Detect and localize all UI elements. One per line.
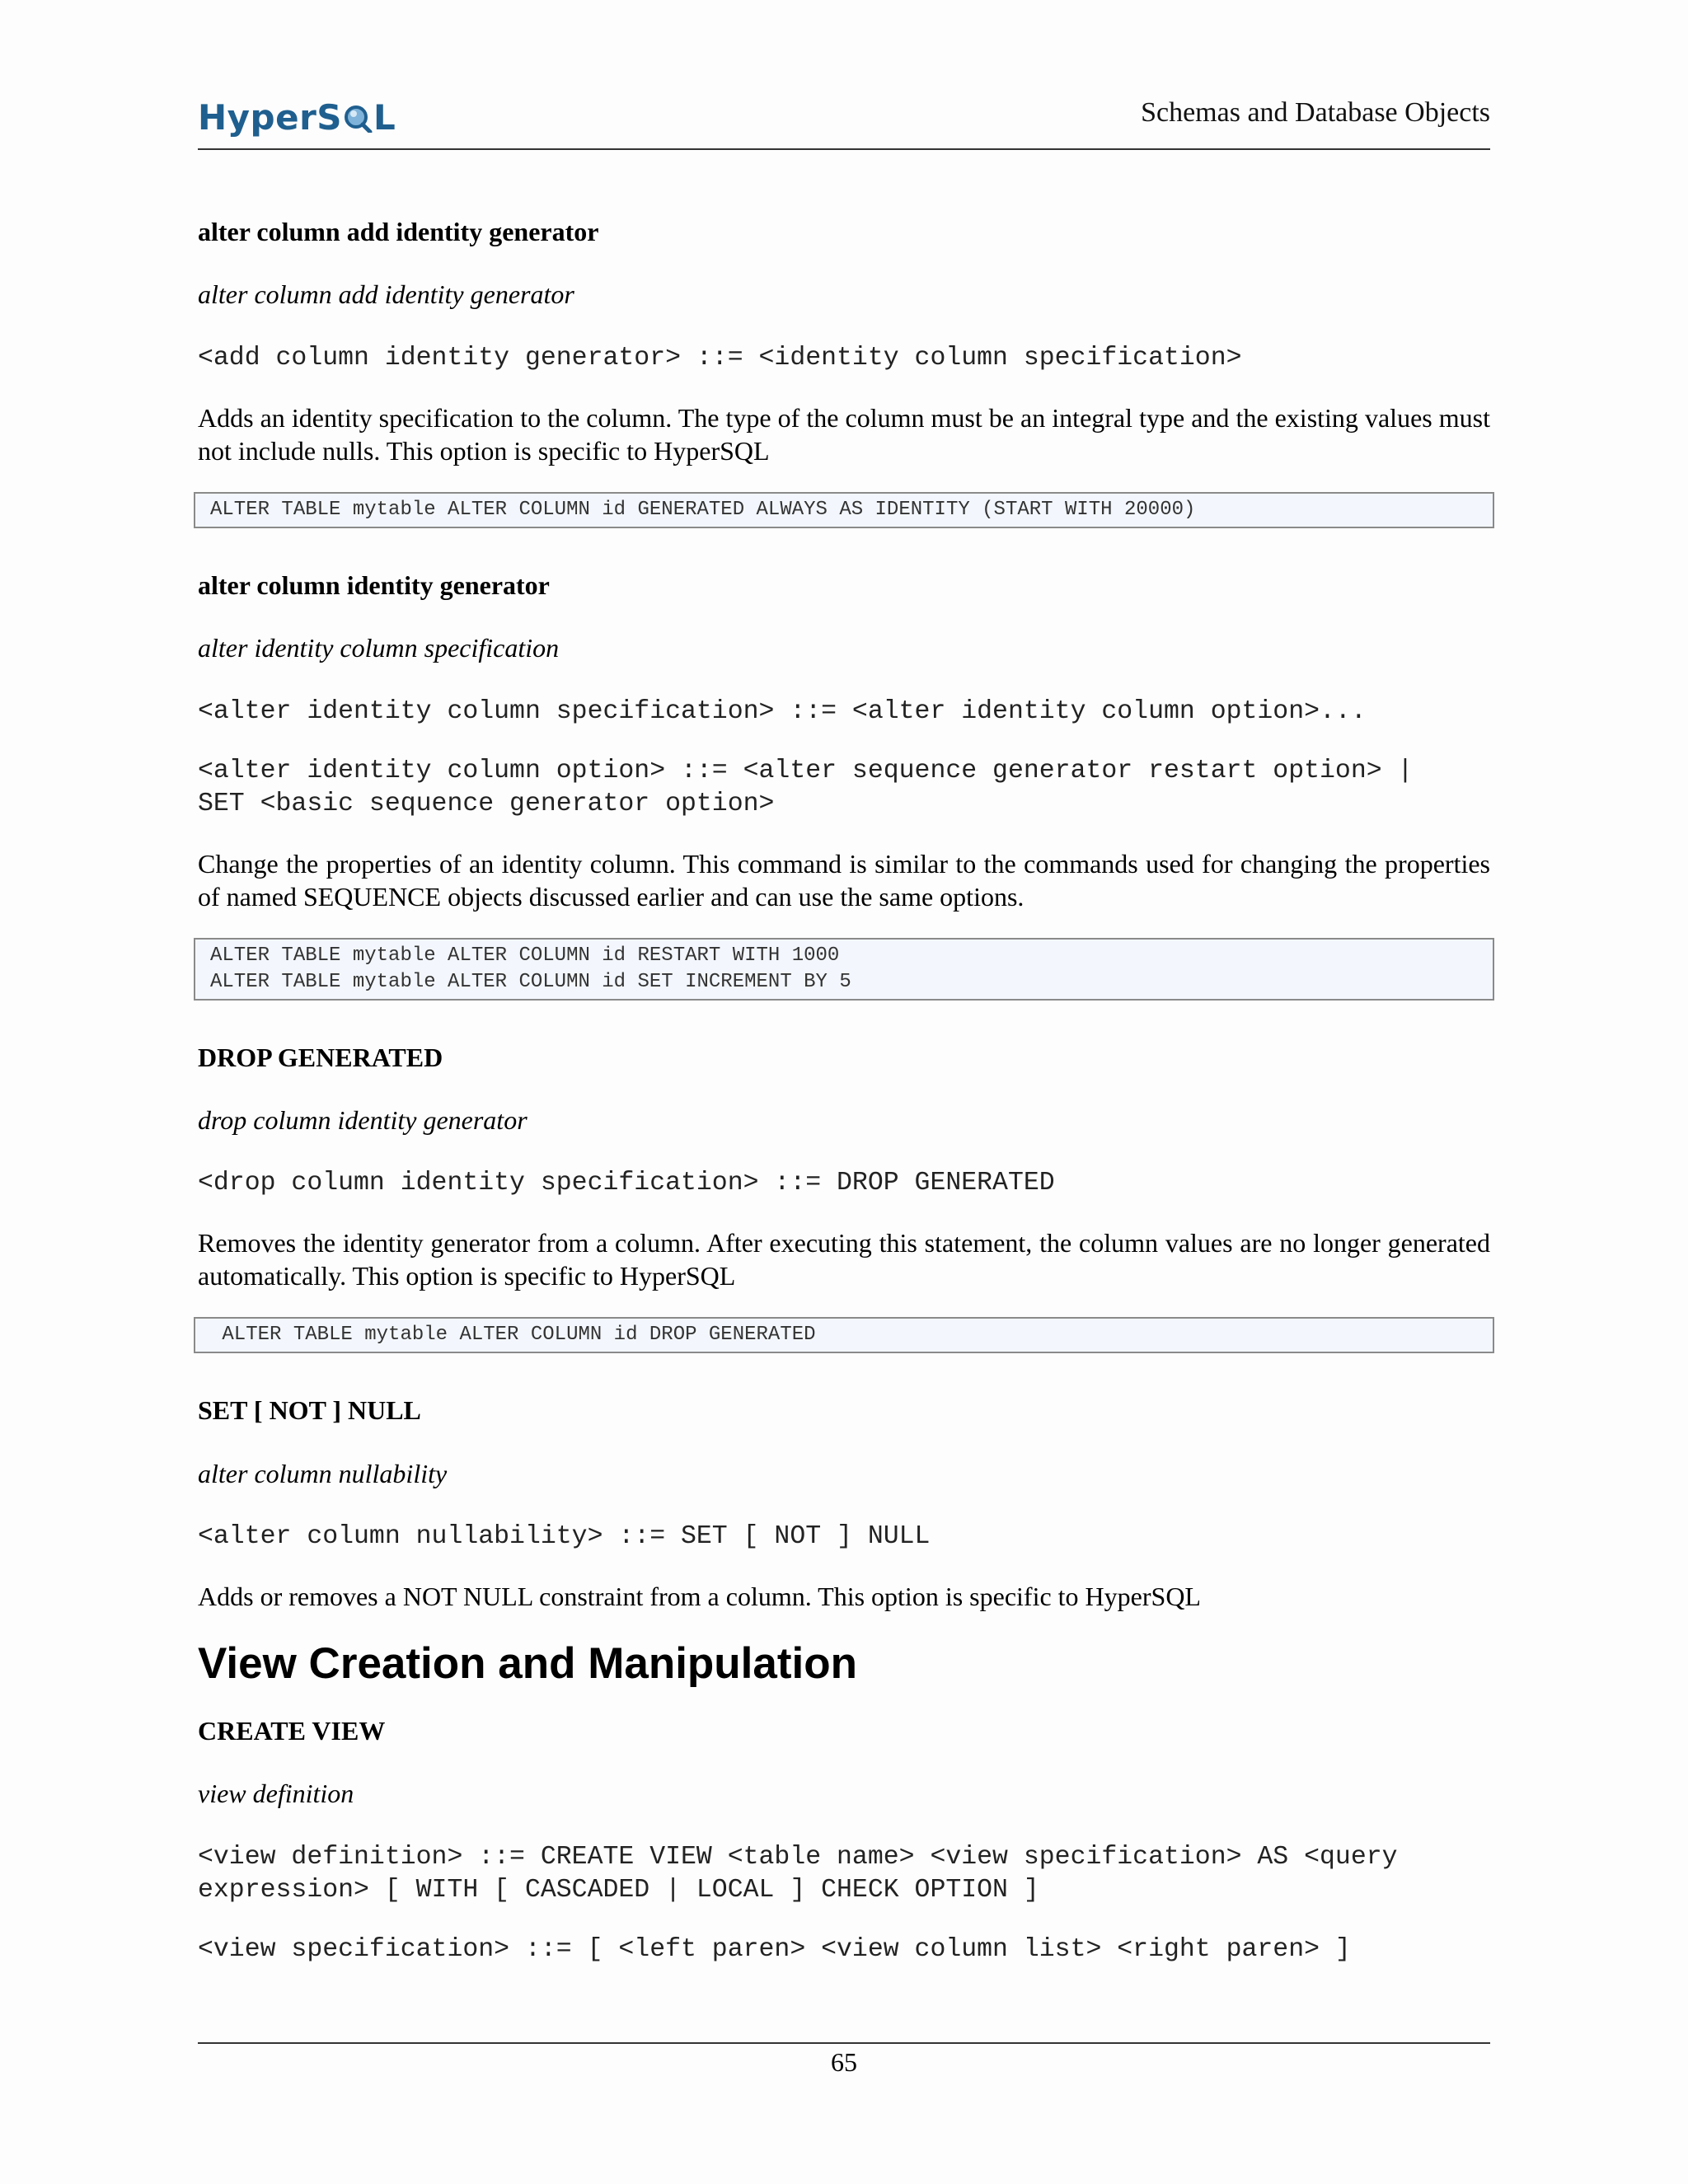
section-subheading: alter identity column specification xyxy=(198,633,560,663)
section-subheading: drop column identity generator xyxy=(198,1104,528,1135)
hypersql-logo xyxy=(198,97,396,138)
page-number: 65 xyxy=(831,2047,857,2077)
description-paragraph: Adds an identity specification to the column. The type of the column must be an integral type and the existing values must not include nulls. This option is specific to HyperSQL xyxy=(198,402,1490,466)
syntax-rule: <view definition> ::= CREATE VIEW <table name> <view specification> AS <query expression> [ WITH [ CASCADED | LOCAL ] CHECK OPTION ] xyxy=(198,1842,1414,1905)
magnifier-icon xyxy=(343,101,373,130)
page-footer xyxy=(198,2042,1490,2078)
syntax-rule: <add column identity generator> ::= <identity column specification> xyxy=(198,343,1242,373)
code-example: ALTER TABLE mytable ALTER COLUMN id DROP GENERATED xyxy=(194,1317,1494,1353)
section-subheading: alter column add identity generator xyxy=(198,279,574,310)
major-section-title: View Creation and Manipulation xyxy=(198,1639,857,1689)
section-heading: CREATE VIEW xyxy=(198,1715,386,1746)
syntax-rule: <drop column identity specification> ::= DROP GENERATED xyxy=(198,1169,1055,1198)
section-subheading: view definition xyxy=(198,1779,354,1809)
syntax-rule: <alter column nullability> ::= SET [ NOT ] NULL xyxy=(198,1522,931,1552)
page-header xyxy=(198,91,1490,150)
section-heading: alter column identity generator xyxy=(198,569,550,600)
syntax-rule: <alter identity column option> ::= <alter sequence generator restart option> | SET <basic sequence generator option> xyxy=(198,756,1414,818)
document-page xyxy=(198,0,1490,2184)
page-content xyxy=(198,216,1490,1993)
code-example: ALTER TABLE mytable ALTER COLUMN id RESTART WITH 1000 ALTER TABLE mytable ALTER COLUMN id SET INCREMENT BY 5 xyxy=(194,938,1494,1001)
syntax-rule: <alter identity column specification> ::= <alter identity column option>... xyxy=(198,696,1367,726)
code-example: ALTER TABLE mytable ALTER COLUMN id GENERATED ALWAYS AS IDENTITY (START WITH 20000) xyxy=(194,492,1494,528)
logo-text-right: L xyxy=(373,97,396,138)
section-heading: alter column add identity generator xyxy=(198,217,599,246)
description-paragraph: Change the properties of an identity column. This command is similar to the commands used for changing the properties of named SEQUENCE objects discussed earlier and can use the same options. xyxy=(198,848,1490,912)
description-paragraph: Removes the identity generator from a column. After executing this statement, the column values are no longer generated automatically. This option is specific to HyperSQL xyxy=(198,1228,1490,1291)
syntax-rule: <view specification> ::= [ <left paren> <view column list> <right paren> ] xyxy=(198,1934,1351,1964)
chapter-title: Schemas and Database Objects xyxy=(1141,97,1490,128)
section-heading: DROP GENERATED xyxy=(198,1042,443,1072)
section-subheading: alter column nullability xyxy=(198,1458,448,1488)
description-paragraph: Adds or removes a NOT NULL constraint from a column. This option is specific to HyperSQL xyxy=(198,1582,1201,1612)
section-heading: SET [ NOT ] NULL xyxy=(198,1395,421,1426)
logo-text-left: HyperS xyxy=(198,97,343,138)
